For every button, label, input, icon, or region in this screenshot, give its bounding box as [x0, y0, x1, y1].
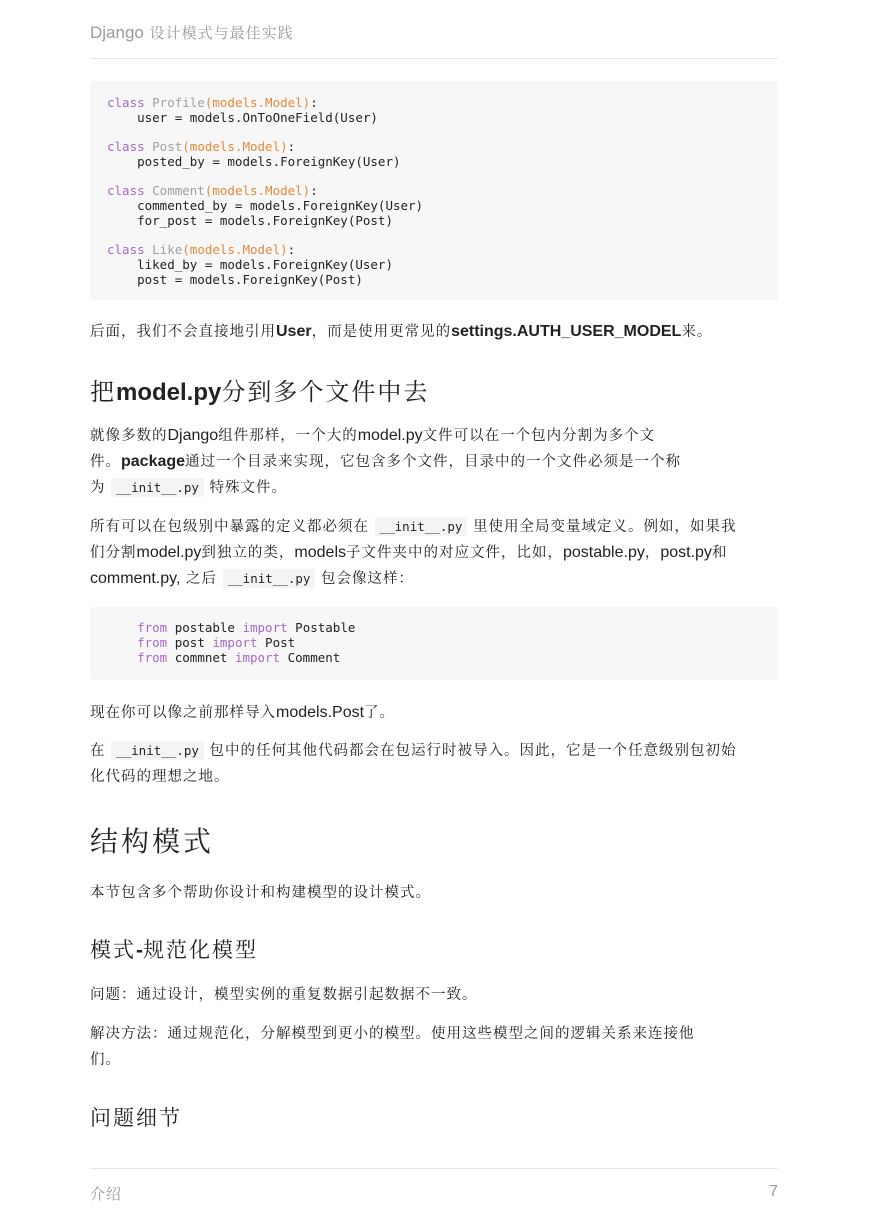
inline-code: __init__.py [223, 569, 316, 588]
heading-split-model: 把model.py分到多个文件中去 [90, 378, 430, 406]
paragraph-package: 就像多数的Django组件那样，一个大的model.py文件可以在一个包内分割为多个文 件。package通过一个目录来实现，它包含多个文件，目录中的一个文件必须是一个称 为 __init__.py 特殊文件。 [90, 427, 682, 496]
code-line: class Like(models.Model): [107, 242, 296, 257]
header-subtitle: 设计模式与最佳实践 [143, 24, 294, 42]
code-line: user = models.OnToOneField(User) [107, 110, 378, 125]
paragraph-solution: 解决方法：通过规范化，分解模型到更小的模型。使用这些模型之间的逻辑关系来连接他 们。 [90, 1026, 695, 1068]
inline-code: __init__.py [111, 478, 204, 497]
paragraph-section-intro: 本节包含多个帮助你设计和构建模型的设计模式。 [90, 885, 431, 901]
code-line: post = models.ForeignKey(Post) [107, 272, 363, 287]
inline-code: __init__.py [375, 517, 468, 536]
code-line: commented_by = models.ForeignKey(User) [107, 198, 424, 213]
code-line: class Profile(models.Model): [107, 95, 318, 110]
paragraph-init-code: 在 __init__.py 包中的任何其他代码都会在包运行时被导入。因此，它是一个任意级别包初始 化代码的理想之地。 [90, 743, 737, 785]
code-line: from postable import Postable [137, 620, 356, 635]
paragraph-import-post: 现在你可以像之前那样导入models.Post了。 [90, 704, 396, 721]
code-line: from commnet import Comment [137, 650, 341, 665]
inline-code: __init__.py [111, 741, 204, 760]
code-line: for_post = models.ForeignKey(Post) [107, 213, 393, 228]
paragraph-problem: 问题：通过设计，模型实例的重复数据引起数据不一致。 [90, 987, 478, 1003]
heading-structural-patterns: 结构模式 [90, 825, 215, 858]
code-block-models [90, 81, 778, 300]
code-line: class Post(models.Model): [107, 139, 296, 154]
running-header [90, 22, 778, 59]
header-brand: Django [90, 23, 144, 42]
footer-chapter: 介绍 [90, 1185, 123, 1203]
code-block-imports [90, 607, 778, 680]
code-line: class Comment(models.Model): [107, 183, 318, 198]
paragraph-user-model: 后面，我们不会直接地引用User，而是使用更常见的settings.AUTH_USER_MODEL来。 [90, 323, 713, 340]
page-number: 7 [769, 1183, 778, 1200]
paragraph-init-definitions: 所有可以在包级别中暴露的定义都必须在 __init__.py 里使用全局变量域定义。例如，如果我 们分割model.py到独立的类，models子文件夹中的对应文件，比如，postable.py，post.py和 comment.py, 之后 __init__.py 包会像这样： [90, 519, 737, 587]
code-line: from post import Post [137, 635, 296, 650]
code-line: posted_by = models.ForeignKey(User) [107, 154, 401, 169]
heading-pattern-normalized: 模式-规范化模型 [90, 938, 258, 962]
code-line: liked_by = models.ForeignKey(User) [107, 257, 393, 272]
heading-problem-details: 问题细节 [90, 1106, 182, 1130]
running-footer [90, 1168, 778, 1209]
